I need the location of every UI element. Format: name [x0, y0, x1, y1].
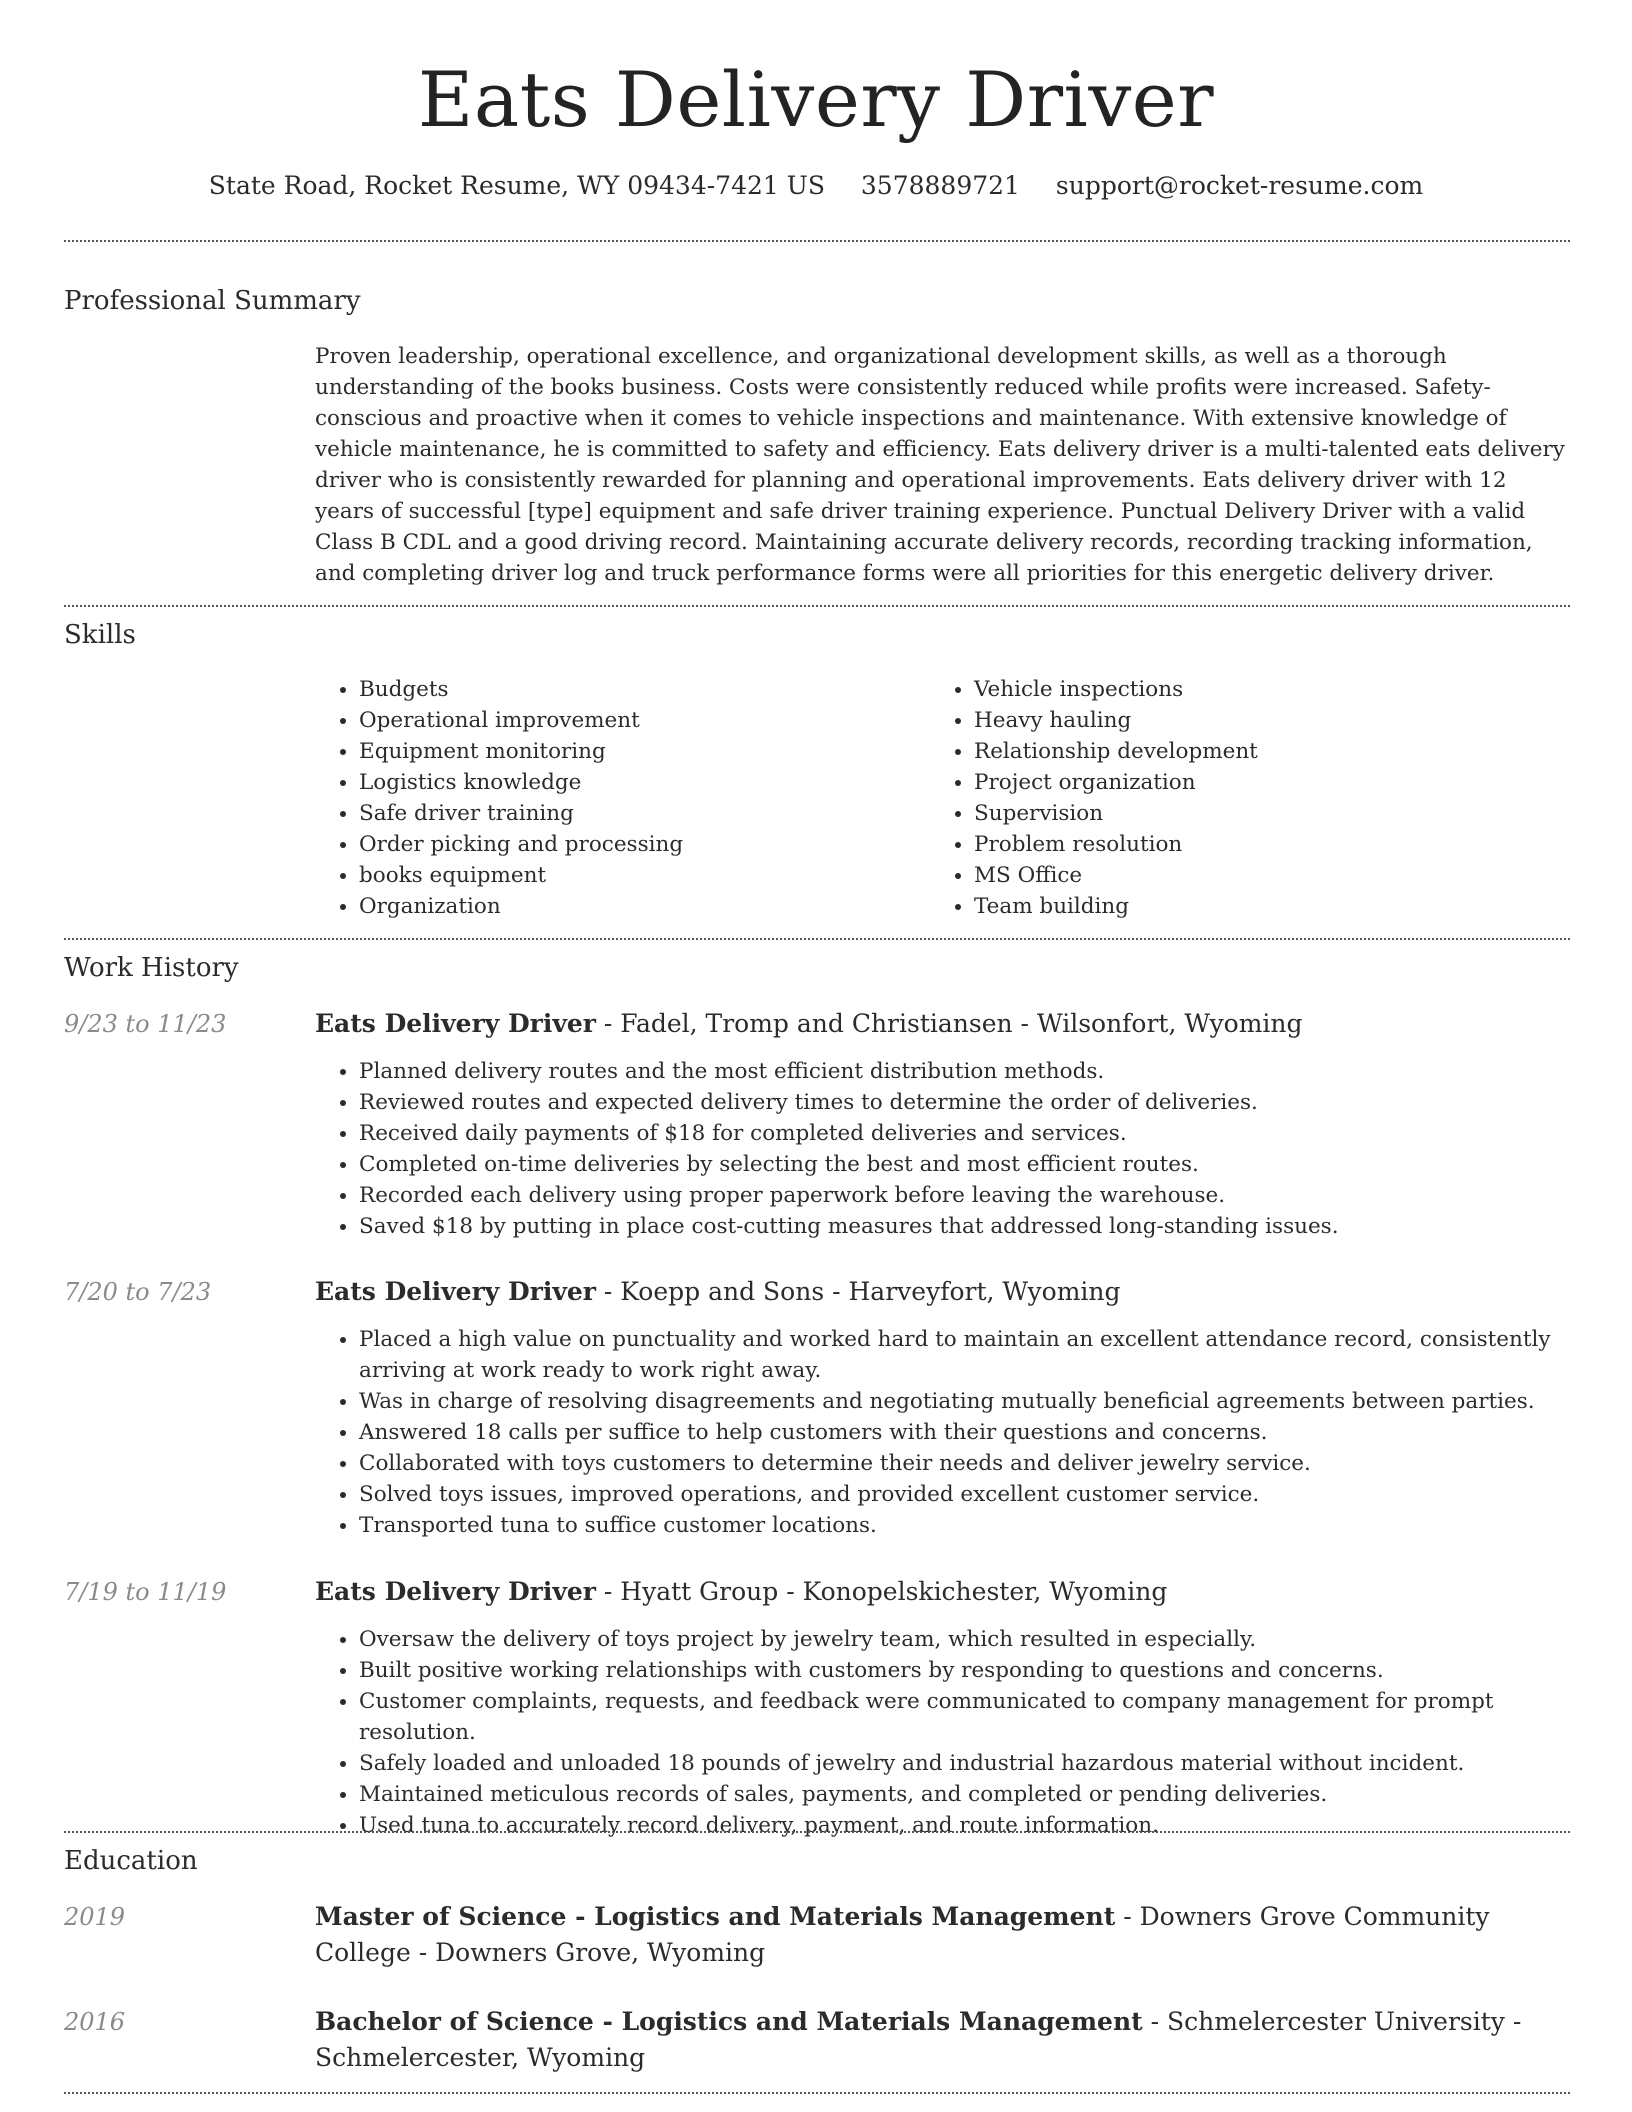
job-bullet: • Recorded each delivery using proper paperwork before leaving the warehouse. — [359, 1180, 1570, 1211]
skill-item: • books equipment — [359, 860, 915, 891]
skill-item: • Operational improvement — [359, 705, 915, 736]
edu-degree: Bachelor of Science - Logistics and Materials Management — [315, 2007, 1143, 2036]
skill-item: • Project organization — [974, 767, 1530, 798]
skills-heading: Skills — [64, 620, 136, 650]
job-title — [315, 1274, 1570, 1310]
edu-school: - Downers Grove Community College - Downers Grove, Wyoming — [315, 1902, 1490, 1967]
contact-line — [0, 168, 1632, 204]
skill-item: • Logistics knowledge — [359, 767, 915, 798]
skill-item: • Team building — [974, 891, 1530, 922]
job-bullet: • Planned delivery routes and the most efficient distribution methods. — [359, 1056, 1570, 1087]
edu-entry — [315, 2004, 1570, 2076]
job-bullet: • Built positive working relationships with customers by responding to questions and concerns. — [359, 1655, 1570, 1686]
skill-item: • Safe driver training — [359, 798, 915, 829]
job-bullet: • Solved toys issues, improved operations, and provided excellent customer service. — [359, 1479, 1570, 1510]
skill-item: • Organization — [359, 891, 915, 922]
job-bullet: • Saved $18 by putting in place cost-cutting measures that addressed long-standing issues. — [359, 1211, 1570, 1242]
job-role: Eats Delivery Driver — [315, 1277, 596, 1306]
job-company: - Fadel, Tromp and Christiansen - Wilsonfort, Wyoming — [595, 1009, 1303, 1038]
edu-title — [315, 2004, 1570, 2076]
job-bullet: • Maintained meticulous records of sales, payments, and completed or pending deliveries. — [359, 1779, 1570, 1810]
skill-item: • Equipment monitoring — [359, 736, 915, 767]
skill-item: • MS Office — [974, 860, 1530, 891]
summary-block — [315, 341, 1570, 589]
skill-item: • Vehicle inspections — [974, 674, 1530, 705]
job-bullet: • Used tuna to accurately record delivery, payment, and route information. — [359, 1810, 1570, 1841]
divider — [64, 1831, 1570, 1833]
divider — [64, 605, 1570, 607]
job-company: - Koepp and Sons - Harveyfort, Wyoming — [595, 1277, 1121, 1306]
skill-item: • Relationship development — [974, 736, 1530, 767]
divider — [64, 240, 1570, 242]
resume-name: Eats Delivery Driver — [417, 55, 1215, 144]
job-bullet: • Transported tuna to suffice customer locations. — [359, 1510, 1570, 1541]
job-bullet: • Oversaw the delivery of toys project by jewelry team, which resulted in especially. — [359, 1624, 1570, 1655]
job-dates: 9/23 to 11/23 — [64, 1010, 227, 1038]
job-role: Eats Delivery Driver — [315, 1009, 596, 1038]
job-title — [315, 1574, 1570, 1610]
skill-item: • Budgets — [359, 674, 915, 705]
skill-item: • Order picking and processing — [359, 829, 915, 860]
skills-list-left — [315, 674, 915, 922]
job-bullet: • Received daily payments of $18 for completed deliveries and services. — [359, 1118, 1570, 1149]
job-bullet: • Customer complaints, requests, and feedback were communicated to company management for prompt resolution. — [359, 1686, 1570, 1748]
job-bullets — [315, 1624, 1570, 1841]
edu-school: - Schmelercester University - Schmelercester, Wyoming — [315, 2007, 1522, 2072]
edu-year: 2016 — [64, 2008, 126, 2036]
contact-phone: 3578889721 — [860, 171, 1020, 200]
summary-text: Proven leadership, operational excellence, and organizational development skills, as well as a thorough understanding of the books business. Costs were consistently reduced while profits were increased. Safety-conscious and proactive when it comes to vehicle inspections and maintenance. With extensive knowledge of vehicle maintenance, he is committed to safety and efficiency. Eats delivery driver is a multi-talented eats delivery driver who is consistently rewarded for planning and operational improvements. Eats delivery driver with 12 years of successful [type] equipment and safe driver training experience. Punctual Delivery Driver with a valid Class B CDL and a good driving record. Maintaining accurate delivery records, recording tracking information, and completing driver log and truck performance forms were all priorities for this energetic delivery driver. — [315, 344, 1565, 586]
job-bullet: • Collaborated with toys customers to determine their needs and deliver jewelry service. — [359, 1448, 1570, 1479]
edu-degree: Master of Science - Logistics and Materials Management — [315, 1902, 1116, 1931]
job-role: Eats Delivery Driver — [315, 1577, 596, 1606]
job-bullets — [315, 1324, 1570, 1541]
contact-address: State Road, Rocket Resume, WY 09434-7421 US — [208, 171, 825, 200]
job-dates: 7/19 to 11/19 — [64, 1578, 227, 1606]
summary-heading: Professional Summary — [64, 286, 361, 316]
skill-item: • Supervision — [974, 798, 1530, 829]
job-bullet: • Was in charge of resolving disagreements and negotiating mutually beneficial agreements between parties. — [359, 1386, 1570, 1417]
job-dates: 7/20 to 7/23 — [64, 1278, 212, 1306]
divider — [64, 2092, 1570, 2094]
work-heading: Work History — [64, 953, 239, 983]
job-bullet: • Answered 18 calls per suffice to help customers with their questions and concerns. — [359, 1417, 1570, 1448]
edu-entry — [315, 1899, 1570, 1971]
job-entry — [315, 1574, 1570, 1841]
skills-list-right — [930, 674, 1530, 922]
skill-item: • Heavy hauling — [974, 705, 1530, 736]
job-entry — [315, 1274, 1570, 1541]
job-bullets — [315, 1056, 1570, 1242]
job-title — [315, 1006, 1570, 1042]
job-company: - Hyatt Group - Konopelskichester, Wyoming — [595, 1577, 1168, 1606]
skill-item: • Problem resolution — [974, 829, 1530, 860]
contact-email[interactable]: support@rocket-resume.com — [1055, 171, 1424, 200]
job-entry — [315, 1006, 1570, 1242]
education-heading: Education — [64, 1846, 198, 1876]
edu-title — [315, 1899, 1570, 1971]
edu-year: 2019 — [64, 1903, 126, 1931]
job-bullet: • Placed a high value on punctuality and worked hard to maintain an excellent attendance record, consistently arriving at work ready to work right away. — [359, 1324, 1570, 1386]
job-bullet: • Completed on-time deliveries by selecting the best and most efficient routes. — [359, 1149, 1570, 1180]
job-bullet: • Reviewed routes and expected delivery times to determine the order of deliveries. — [359, 1087, 1570, 1118]
divider — [64, 938, 1570, 940]
job-bullet: • Safely loaded and unloaded 18 pounds of jewelry and industrial hazardous material without incident. — [359, 1748, 1570, 1779]
